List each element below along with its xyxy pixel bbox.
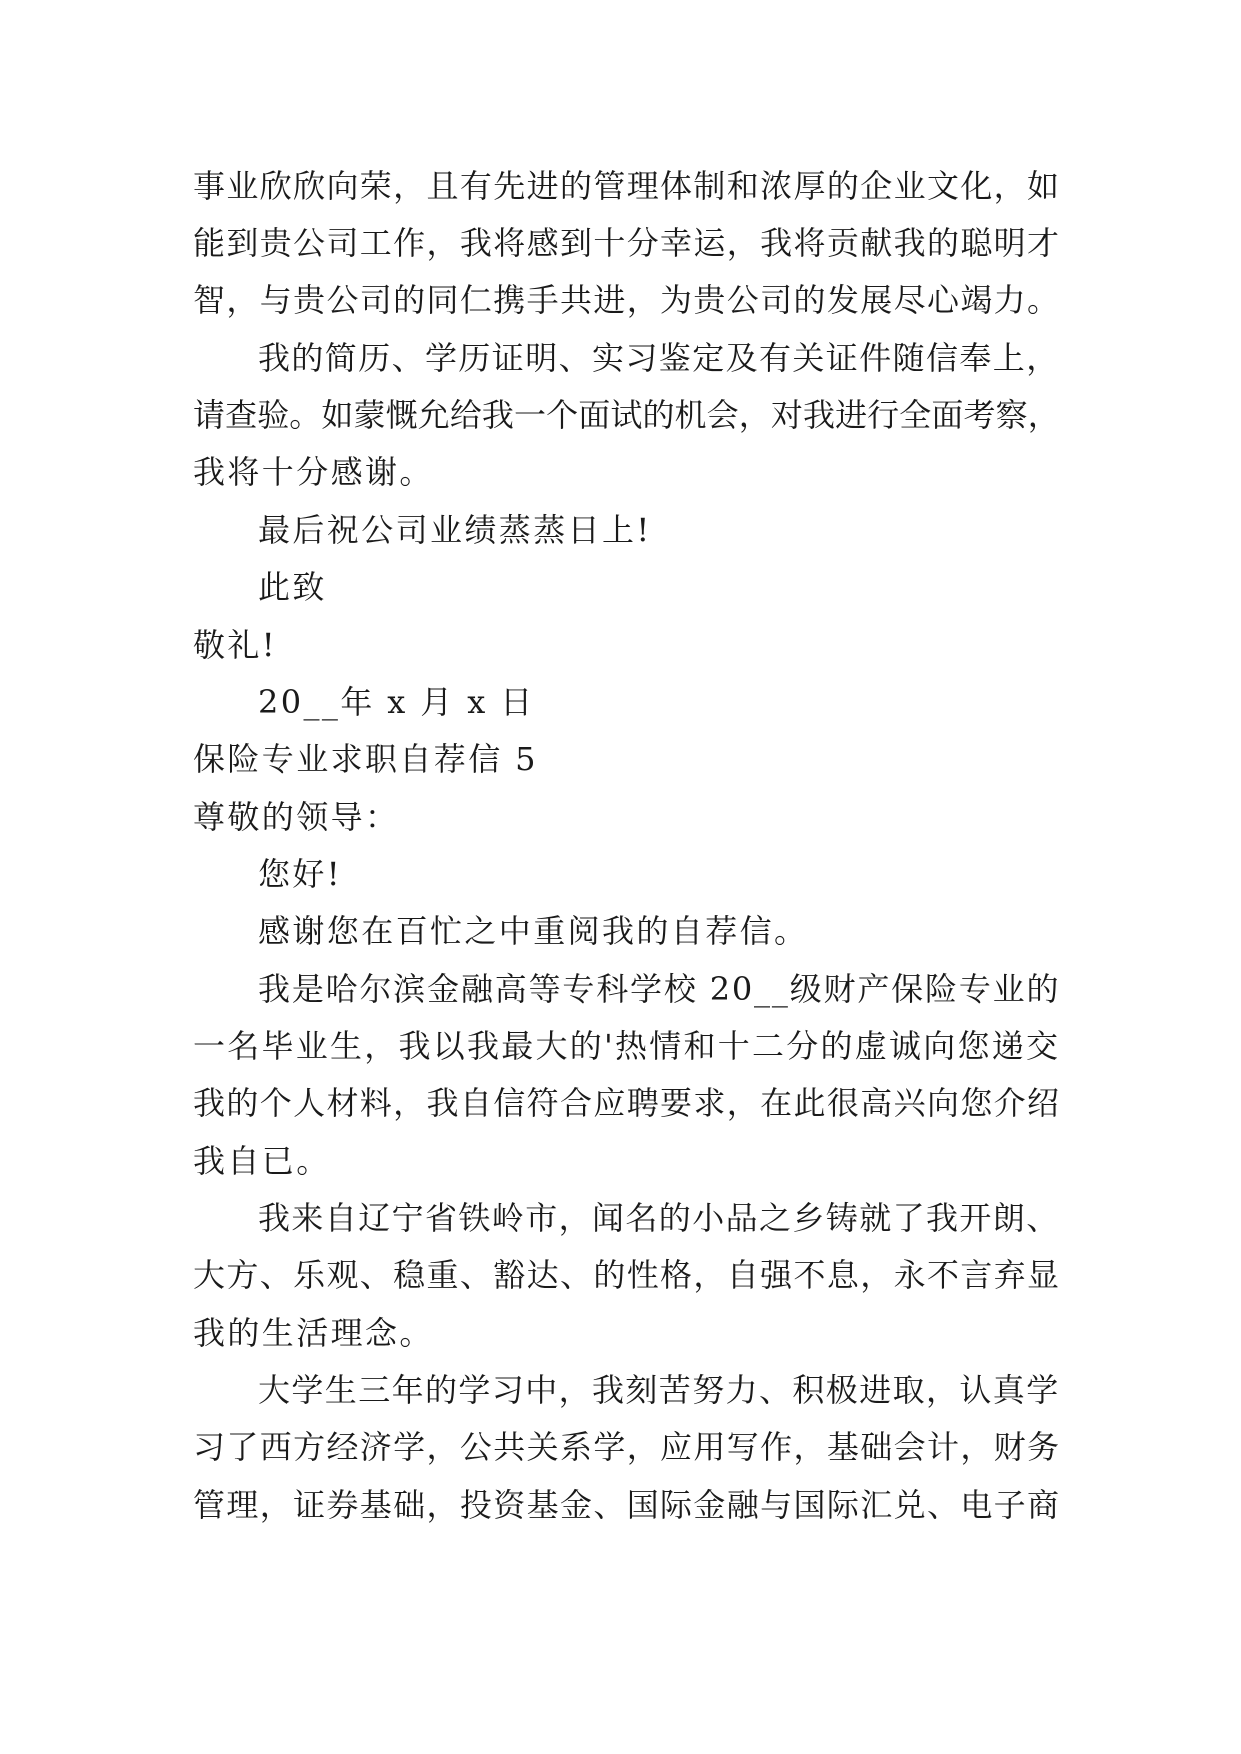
letter-greeting: 尊敬的领导： bbox=[193, 798, 400, 836]
paragraph-first-line: 我来自辽宁省铁岭市，闻名的小品之乡铸就了我开朗、 bbox=[258, 1199, 1060, 1237]
text-line: 我将十分感谢。 bbox=[193, 453, 434, 491]
text-line: 我自已。 bbox=[193, 1142, 331, 1180]
paragraph-first-line: 我是哈尔滨金融高等专科学校 20__级财产保险专业的 bbox=[258, 970, 1061, 1008]
section-title: 保险专业求职自荐信 5 bbox=[193, 740, 538, 778]
paragraph-first-line: 我的简历、学历证明、实习鉴定及有关证件随信奉上， bbox=[258, 339, 1060, 377]
text-line: 智，与贵公司的同仁携手共进，为贵公司的发展尽心竭力。 bbox=[193, 281, 1061, 319]
text-line: 习了西方经济学，公共关系学，应用写作，基础会计，财务 bbox=[193, 1428, 1061, 1466]
text-line: 我的个人材料，我自信符合应聘要求，在此很高兴向您介绍 bbox=[193, 1084, 1061, 1122]
text-line: 请查验。如蒙慨允给我一个面试的机会，对我进行全面考察， bbox=[193, 396, 1060, 434]
text-line: 管理，证券基础，投资基金、国际金融与国际汇兑、电子商 bbox=[193, 1486, 1061, 1524]
paragraph-first-line: 大学生三年的学习中，我刻苦努力、积极进取，认真学 bbox=[258, 1371, 1060, 1409]
text-line: 大方、乐观、稳重、豁达、的性格，自强不息，永不言弃显 bbox=[193, 1256, 1061, 1294]
text-line: 一名毕业生，我以我最大的'热情和十二分的虚诚向您递交 bbox=[193, 1027, 1061, 1065]
closing-salutation: 此致 bbox=[258, 568, 327, 606]
letter-date: 20__年 x 月 x 日 bbox=[258, 683, 535, 721]
closing-wish: 最后祝公司业绩蒸蒸日上! bbox=[258, 511, 652, 549]
text-line: 事业欣欣向荣，且有先进的管理体制和浓厚的企业文化，如 bbox=[193, 167, 1061, 205]
text-line: 我的生活理念。 bbox=[193, 1314, 434, 1352]
text-line: 能到贵公司工作，我将感到十分幸运，我将贡献我的聪明才 bbox=[193, 224, 1061, 262]
paragraph-first-line: 感谢您在百忙之中重阅我的自荐信。 bbox=[258, 912, 809, 950]
closing-regards: 敬礼! bbox=[193, 626, 278, 664]
greeting-hello: 您好! bbox=[258, 855, 343, 893]
